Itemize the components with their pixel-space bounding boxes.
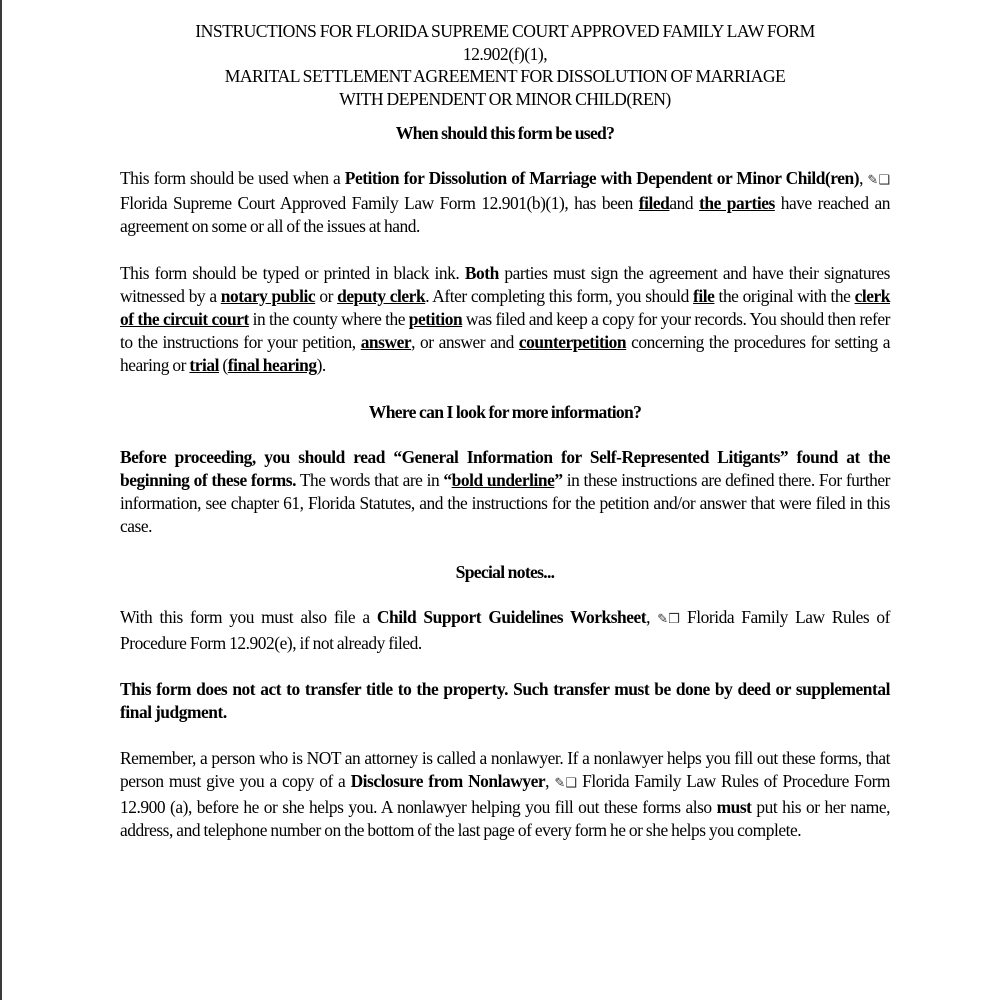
title-transfer-notice: This form does not act to transfer title to the property. Such transfer must be done by deed or supplemental final judgment. — [120, 678, 890, 723]
text: in the county where the — [248, 309, 409, 330]
checkbox-icon: ❒ — [668, 612, 680, 628]
text: Florida Family Law Rules of Procedure Form 12.902(e), if not already filed. — [120, 607, 890, 653]
text: ). — [316, 355, 326, 376]
text: This form should be typed or printed in black ink. — [120, 262, 465, 283]
checkbox-icon: ❑ — [565, 776, 577, 792]
text: , — [545, 771, 555, 792]
paragraph-title-transfer — [120, 678, 890, 724]
term-filed: filed — [638, 193, 670, 214]
term-file: file — [693, 285, 715, 306]
emphasis-both: Both — [464, 262, 499, 283]
text: parties must sign the agreement and have their signatures witnessed by a — [120, 262, 891, 306]
text: With this form you must also file a — [120, 607, 377, 628]
general-info-notice: Before proceeding, you should read “General Information for Self-Represented Litigants” found at the beginning of these forms. — [120, 446, 890, 490]
text: the original with the — [714, 285, 855, 306]
term-clerk-of-circuit-court: clerk of the circuit court — [120, 285, 890, 330]
paragraph-nonlawyer — [120, 747, 890, 842]
paragraph-when-used — [120, 167, 890, 239]
term-bold-underline: bold underline — [451, 469, 555, 490]
term-petition: petition — [408, 309, 463, 330]
worksheet-form-name: Child Support Guidelines Worksheet — [376, 607, 647, 628]
text: Florida Family Law Rules of Procedure Form 12.900 (a), before he or she helps you. A nonlawyer helping you fill out these forms also — [120, 771, 891, 817]
text: The words that are in — [296, 469, 444, 490]
term-final-hearing: final hearing — [227, 355, 317, 376]
term-counterpetition: counterpetition — [518, 332, 627, 353]
title-line-1: INSTRUCTIONS FOR FLORIDA SUPREME COURT APPROVED FAMILY LAW FORM — [195, 21, 815, 41]
viewer-left-edge — [0, 0, 2, 1000]
text: concerning the procedures for setting a hearing or — [120, 332, 890, 376]
term-the-parties: the parties — [699, 193, 775, 214]
heading-when-used: When should this form be used? — [395, 123, 615, 143]
text: Remember, a person who is NOT an attorney is called a nonlawyer. If a nonlawyer helps you fill out these forms, that person must give you a copy of a — [120, 748, 890, 792]
text: . After completing this form, you should — [425, 285, 694, 306]
petition-form-name: Petition for Dissolution of Marriage with Dependent or Minor Child(ren) — [344, 168, 860, 188]
title-line-3: MARITAL SETTLEMENT AGREEMENT FOR DISSOLUTION OF MARRIAGE — [224, 66, 786, 86]
text: , — [646, 607, 658, 628]
pencil-icon: ✎ — [554, 776, 566, 792]
text: Florida Supreme Court Approved Family Law Form 12.901(b)(1), has been — [120, 193, 639, 214]
text: , or answer and — [411, 332, 519, 353]
text: have reached an agreement on some or all of the issues at hand. — [120, 193, 890, 237]
paragraph-worksheet — [120, 606, 890, 654]
term-answer: answer — [360, 332, 412, 353]
heading-more-information: Where can I look for more information? — [368, 401, 642, 422]
quote-open: “ — [443, 469, 452, 490]
text: in these instructions are defined there. For further information, see chapter 61, Florida Statutes, and the instructions for the petition and/or answer that were filed in this case. — [120, 469, 891, 537]
checkbox-icon: ❑ — [878, 173, 890, 188]
text: This form should be used when a — [120, 168, 345, 188]
paragraph-instructions — [120, 262, 890, 378]
title-line-2: 12.902(f)(1), — [462, 43, 548, 64]
text: put his or her name, address, and telephone number on the bottom of the last page of every form he or she helps you complete. — [120, 796, 890, 840]
term-deputy-clerk: deputy clerk — [337, 285, 426, 306]
document-title — [120, 20, 890, 110]
term-notary-public: notary public — [220, 285, 316, 306]
heading-special-notes: Special notes... — [455, 562, 555, 583]
pencil-icon: ✎ — [867, 173, 879, 188]
disclosure-form-name: Disclosure from Nonlawyer — [350, 771, 546, 792]
document-page — [120, 20, 890, 842]
pencil-icon: ✎ — [657, 612, 669, 628]
text: was filed and keep a copy for your records. You should then refer to the instructions for your petition, — [120, 309, 891, 353]
paragraph-more-information — [120, 446, 890, 539]
text: ( — [219, 355, 228, 376]
text: and — [669, 193, 700, 214]
text: , — [859, 168, 868, 188]
quote-close: ” — [554, 469, 563, 490]
emphasis-must: must — [716, 796, 752, 817]
title-line-4: WITH DEPENDENT OR MINOR CHILD(REN) — [339, 88, 671, 109]
text: or — [315, 285, 338, 306]
term-trial: trial — [189, 355, 220, 376]
